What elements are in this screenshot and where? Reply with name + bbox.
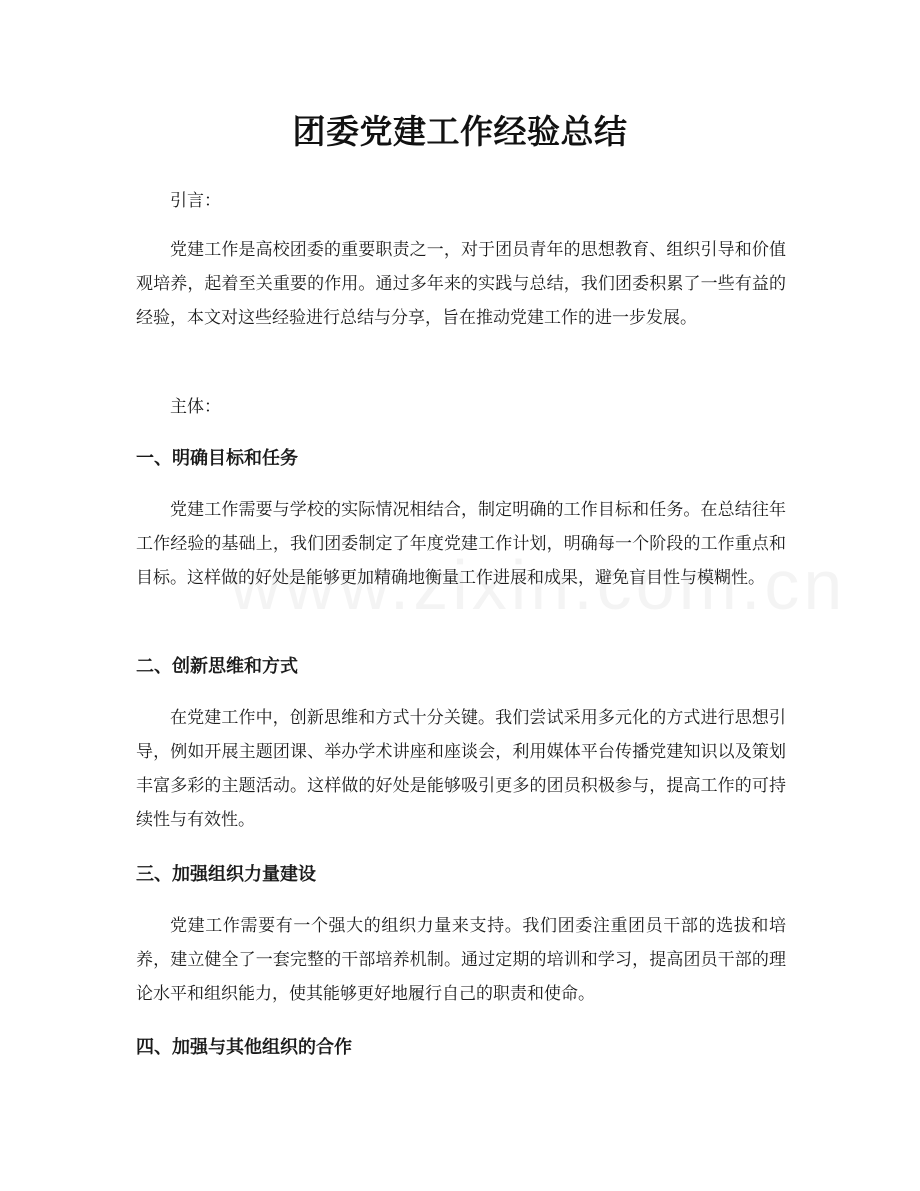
section-heading: 二、创新思维和方式 (136, 656, 298, 677)
intro-paragraph: 党建工作是高校团委的重要职责之一，对于团员青年的思想教育、组织引导和价值观培养，起着至关重要的作用。通过多年来的实践与总结，我们团委积累了一些有益的经验，本文对这些经验进行总结与分享，旨在推动党建工作的进一步发展。 (136, 240, 786, 328)
section-heading: 一、明确目标和任务 (136, 448, 298, 469)
intro-label: 引言： (170, 191, 221, 211)
section-paragraph: 党建工作需要有一个强大的组织力量来支持。我们团委注重团员干部的选拔和培养，建立健全了一套完整的干部培养机制。通过定期的培训和学习，提高团员干部的理论水平和组织能力，使其能够更好地履行自己的职责和使命。 (136, 916, 786, 1004)
section-heading: 三、加强组织力量建设 (136, 864, 316, 885)
body-label: 主体： (170, 397, 221, 417)
page-title: 团委党建工作经验总结 (292, 112, 628, 151)
section-heading: 四、加强与其他组织的合作 (136, 1037, 352, 1058)
section-paragraph: 党建工作需要与学校的实际情况相结合，制定明确的工作目标和任务。在总结往年工作经验的基础上，我们团委制定了年度党建工作计划，明确每一个阶段的工作重点和目标。这样做的好处是能够更加精确地衡量工作进展和成果，避免盲目性与模糊性。 (136, 500, 786, 588)
section-paragraph: 在党建工作中，创新思维和方式十分关键。我们尝试采用多元化的方式进行思想引导，例如开展主题团课、举办学术讲座和座谈会，利用媒体平台传播党建知识以及策划丰富多彩的主题活动。这样做的好处是能够吸引更多的团员积极参与，提高工作的可持续性与有效性。 (136, 708, 786, 830)
